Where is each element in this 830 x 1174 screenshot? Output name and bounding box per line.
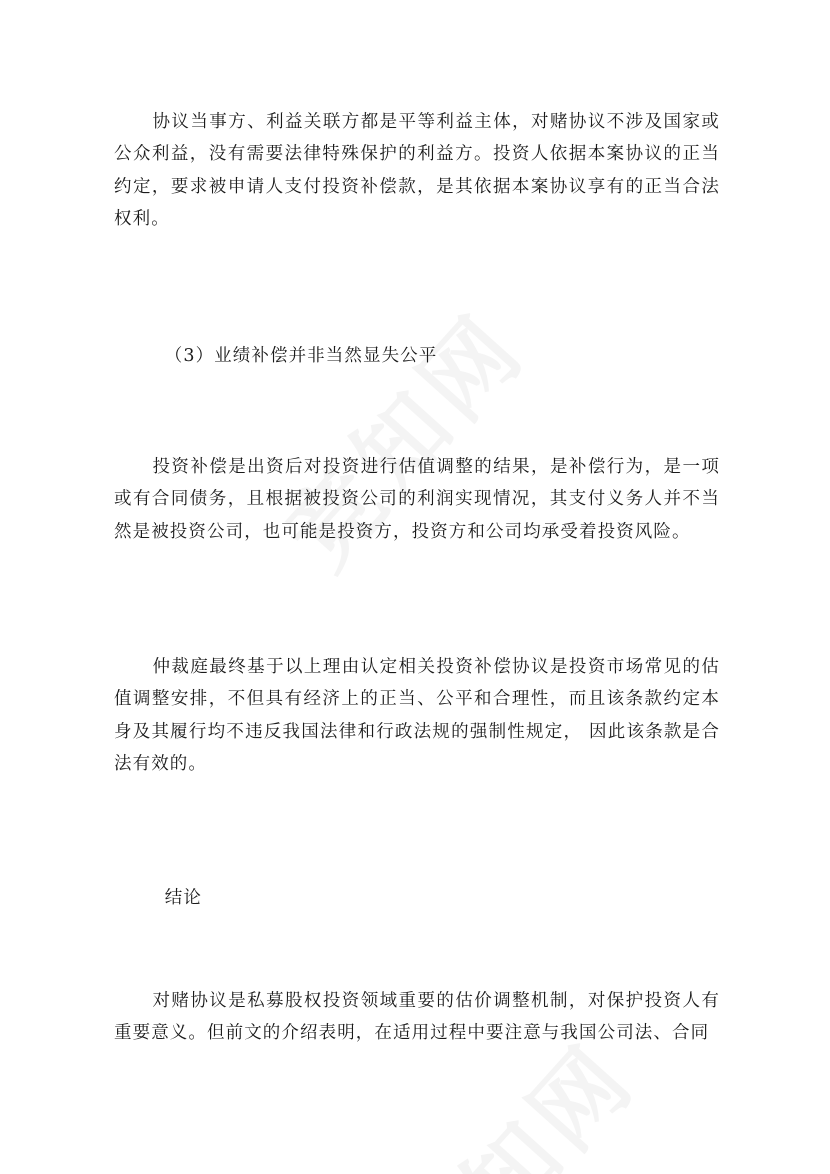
paragraph-tribunal-conclusion: 仲裁庭最终基于以上理由认定相关投资补偿协议是投资市场常见的估值调整安排，不但具有经济上的正当、公平和合理性，而且该条款约定本身及其履行均不违反我国法律和行政法规的强制性规定， 因此该条款是合法有效的。 [114,657,720,775]
section-heading-performance-compensation: （3）业绩补偿并非当然显失公平 [164,346,438,366]
section-heading-conclusion: 结论 [164,888,202,908]
paragraph-conclusion-text: 对赌协议是私募股权投资领域重要的估价调整机制，对保护投资人有重要意义。但前文的介绍表明，在适用过程中要注意与我国公司法、合同 [114,991,720,1044]
paragraph-parties-equal: 协议当事方、利益关联方都是平等利益主体，对赌协议不涉及国家或公众利益，没有需要法律特殊保护的利益方。投资人依据本案协议的正当约定，要求被申请人支付投资补偿款，是其依据本案协议享有的正当合法权利。 [114,112,720,230]
paragraph-investment-compensation: 投资补偿是出资后对投资进行估值调整的结果，是补偿行为，是一项或有合同债务，且根据被投资公司的利润实现情况，其支付义务人并不当然是被投资公司，也可能是投资方，投资方和公司均承受着投资风险。 [114,457,720,542]
